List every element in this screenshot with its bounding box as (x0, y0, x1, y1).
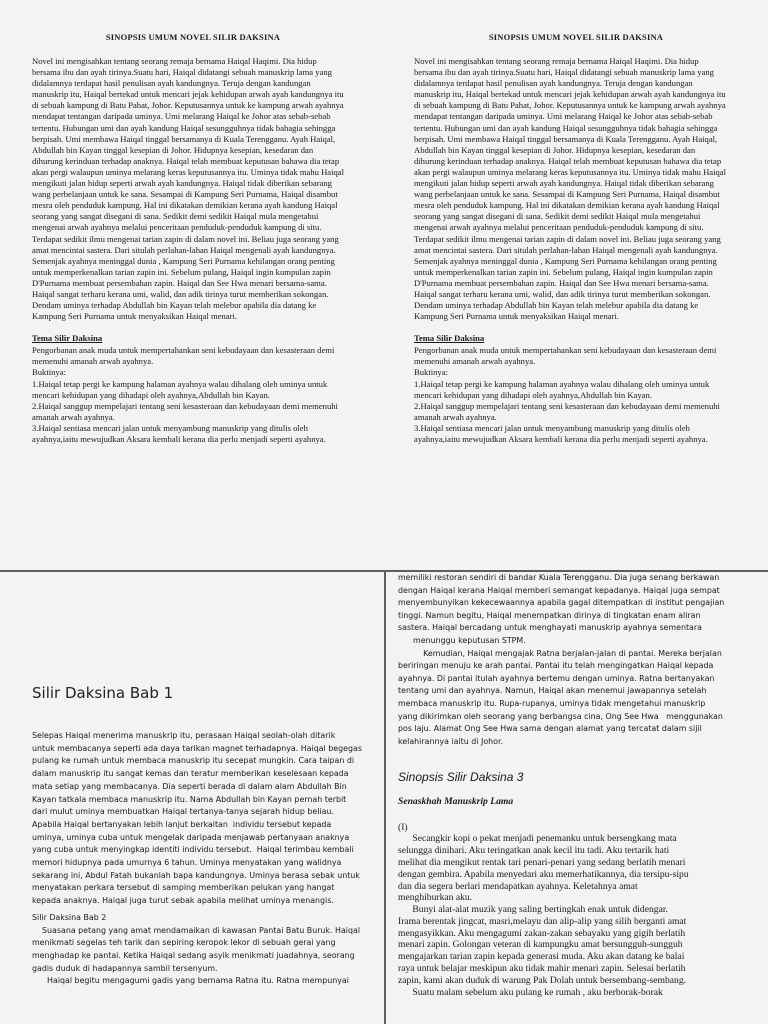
text-line: mencari kehidupan yang dihadapi oleh ayahnya,Abdullah bin Kayan. (32, 389, 270, 400)
text-line: tinggi. Namun begitu, Haiqal menempatkan dirinya di tingkatan enam aliran (398, 610, 701, 620)
text-line: tertentu. Hubungan umi dan ayah kandung Haiqal sesungguhnya tidak bahagia sehingga (414, 122, 718, 133)
text-line: raya untuk belajar meskipun aku tidak mahir menari zapin. Selesai berlatih (398, 963, 686, 975)
text-line: Semenjak ayahnya meninggal dunia , Kampung Seri Purnama kehilangan orang penting (414, 255, 717, 266)
text-line: menikmati segelas teh tarik dan sepiring keropok lekor di sebuah gerai yang (32, 938, 336, 948)
text-line: yang cuba untuk menyingkap identiti individu tersebut. Haiqal terimbau kembali (32, 845, 354, 855)
text-line: seorang yang sangat disegani di sana. Sedikit demi sedikit Haiqal mula mengetahui (414, 211, 701, 222)
text-line: Haiqal sangat terharu kerana umi, walid, dan adik tirinya turut memberikan sokongan. (32, 288, 329, 299)
text-line: untuk membacanya seperti ada daya tarikan magnet terhadapnya. Haiqal begegas (32, 743, 362, 753)
text-line: bersama ibu dan ayah tirinya.Suatu hari, Haiqal didatangi sebuah manuskrip lama yang (414, 67, 714, 78)
text-line: Kampung Seri Purnama untuk menyaksikan Haiqal menari. (32, 311, 238, 322)
theme-heading: Tema Silir Daksina (414, 333, 485, 344)
text-line: ayahnya,iaitu mewujudkan Aksara kembali kerana dia perlu menjadi seperti ayahnya. (32, 434, 326, 444)
theme-body (32, 345, 354, 445)
section-heading: Sinopsis Silir Daksina 3 (398, 770, 524, 785)
text-line: Terdapat sedikit ilmu mengenai tarian zapin di dalam novel ini. Beliau juga seorang yang (32, 233, 339, 244)
text-line: 3.Haiqal sentiasa mencari jalan untuk menyambung manuskrip yang ditulis oleh (414, 422, 690, 433)
text-line: Secangkir kopi o pekat menjadi penemanku untuk bersengkang mata (398, 833, 677, 845)
text-line: dari mulut uminya membuatkan Haiqal tertanya-tanya sejarah hidup beliau. (32, 807, 334, 817)
theme-heading: Tema Silir Daksina (32, 333, 103, 344)
text-line: mengikuti jalan hidup seperti arwah ayah kandungnya. Haiqal tidak diberikan sebarang (32, 178, 332, 189)
text-line: memenuhi amanah arwah ayahnya. (414, 356, 536, 367)
text-line: manuskrip itu, Haiqal bertekad untuk mencari jejak kehidupan arwah ayah kandungnya itu (32, 89, 344, 100)
text-line: ayahnya,iaitu mewujudkan Aksara kembali kerana dia perlu menjadi seperti ayahnya. (414, 434, 708, 444)
text-line: berpisah. Umi membawa Haiqal tinggal bersamanya di Kuala Terengganu. Ayah Haiqal, (414, 133, 718, 144)
text-line: untuk memperkenalkan tarian zapin ini. Sebelum pulang, Haiqal ingin kumpulan zapin (32, 266, 331, 277)
text-line: di sebuah kampung di Batu Pahat, Johor. Keputusannya untuk ke kampung arwah ayahnya (32, 100, 344, 111)
text-line: Irama berentak jingcat, masri,melayu dan alip-alip yang silih berganti amat (398, 915, 687, 927)
synopsis-title: SINOPSIS UMUM NOVEL SILIR DAKSINA (105, 32, 281, 42)
text-line: kelahirannya iaitu di Johor. (398, 736, 504, 746)
manuscript-body (398, 833, 756, 998)
text-line: mengasyikkan. Aku mengagumi zakan-zakan sebayaku yang gigih berlatih (398, 927, 686, 939)
synopsis-page-right (384, 0, 768, 570)
text-line: Bunyi alat-alat muzik yang saling bertingkah enak untuk didengar. (398, 904, 668, 916)
text-line: gadis duduk di hadapannya sambil tersenyum. (32, 963, 218, 973)
text-line: yang dikirimkan oleh seorang yang berbangsa cina, Ong See Hwa menggunakan (398, 711, 723, 721)
bab1-page (0, 572, 384, 1024)
text-line: berpisah. Umi membawa Haiqal tinggal bersamanya di Kuala Terengganu. Ayah Haiqal, (32, 133, 336, 144)
text-line: didalamnya terdapat hasil penulisan ayah kandungnya. Teruja dengan kandungan (32, 78, 311, 89)
roman-numeral: (I) (398, 822, 408, 834)
bab1-body (32, 730, 362, 908)
text-line: Buktinya: (32, 367, 66, 378)
text-line: bersama ibu dan ayah tirinya.Suatu hari, Haiqal didatangi sebuah manuskrip lama yang (32, 67, 332, 78)
text-line: Kemudian, Haiqal mengajak Ratna berjalan-jalan di pantai. Mereka berjalan (398, 648, 722, 658)
text-line: tertentu. Hubungan umi dan ayah kandung Haiqal sesungguhnya tidak bahagia sehingga (32, 122, 336, 133)
text-line: mendapat tentangan daripada uminya. Umi melarang Haiqal ke Johor atas sebab-sebab (32, 111, 331, 122)
text-line: 1.Haiqal tetap pergi ke kampung halaman ayahnya walau dihalang oleh uminya untuk (32, 378, 328, 389)
section-subheading: Senaskhah Manuskrip Lama (398, 796, 514, 808)
text-line: Abdullah bin Kayan tinggal kesepian di Johor. Hidupnya kesepian, kesedaran dan (414, 144, 696, 155)
text-line: menari zapin. Golongan veteran di kampungku amat bersungguh-sungguh (398, 939, 683, 951)
text-line: memiliki restoran sendiri di bandar Kuala Terengganu. Dia juga senang berkawan (398, 573, 720, 582)
chapter-title: Silir Daksina Bab 1 (32, 684, 174, 702)
text-line: dengan Haiqal kerana Haiqal memberi semangat kepadanya. Haiqal juga sempat (398, 585, 720, 595)
text-line: wang perbelanjaan untuk ke sana. Sesampai di Kampung Seri Purnama, Haiqal disambut (32, 189, 338, 200)
text-line: Dendam uminya terhadap Abdullah bin Kayan telah melebur apabila dia datang ke (32, 300, 317, 311)
bab2-body (32, 925, 361, 989)
text-line: di sebuah kampung di Batu Pahat, Johor. Keputusannya untuk ke kampung arwah ayahnya (414, 100, 726, 111)
text-line: mendapat tentangan daripada uminya. Umi melarang Haiqal ke Johor atas sebab-sebab (414, 111, 713, 122)
text-line: D'Purnama membuat persembahan zapin. Haiqal dan See Hwa menari bersama-sama. (32, 277, 327, 288)
text-line: mengikuti jalan hidup seperti arwah ayah kandungnya. Haiqal tidak diberikan sebarang (414, 178, 714, 189)
text-line: uminya, uminya cuba untuk mengelak daripada menjawab pertanyaan anaknya (32, 832, 350, 842)
text-line: memenuhi amanah arwah ayahnya. (32, 356, 154, 367)
text-line: mesra oleh penduduk kampung. Hal ini dikatakan demikian kerana ayah kandung Haiqal (32, 200, 338, 211)
text-line: zapin, kami akan duduk di warung Pak Dolah untuk bersembang-sembang. (398, 974, 687, 986)
text-line: menghadap ke pantai. Ketika Haiqal sedang asyik menikmati juadahnya, seorang (32, 950, 355, 960)
text-line: Suatu malam sebelum aku pulang ke rumah , aku berborak-borak (398, 986, 663, 998)
text-line: mengenai arwah ayahnya melalui penceritaan penduduk-penduduk kampung di situ. (32, 222, 322, 233)
text-line: untuk memperkenalkan tarian zapin ini. Sebelum pulang, Haiqal ingin kumpulan zapin (414, 266, 713, 277)
text-line: manuskrip itu, Haiqal bertekad untuk mencari jejak kehidupan arwah ayah kandungnya itu (414, 89, 726, 100)
text-line: mengenai arwah ayahnya melalui penceritaan penduduk-penduduk kampung di situ. (414, 222, 704, 233)
text-line: Haiqal sangat terharu kerana umi, walid, dan adik tirinya turut memberikan sokongan. (414, 288, 711, 299)
synopsis-page-left (0, 0, 384, 570)
text-line: akan pergi walaupun uminya melarang keras keputusannya itu. Uminya tidak mahu Haiqal (32, 166, 344, 177)
theme-body (414, 345, 738, 445)
text-line: Buktinya: (414, 367, 448, 378)
text-line: Novel ini mengisahkan tentang seorang remaja bernama Haiqal Haqimi. Dia hidup (414, 56, 699, 66)
text-line: menyatakan perkara tersebut di samping memberikan pelukan yang hangat (32, 883, 335, 893)
text-line: 1.Haiqal tetap pergi ke kampung halaman ayahnya walau dihalang oleh uminya untuk (414, 378, 710, 389)
text-line: mata setiap yang membacanya. Dia seperti berada di dalam alam Abdullah Bin (32, 781, 347, 791)
text-line: Dendam uminya terhadap Abdullah bin Kayan telah melebur apabila dia datang ke (414, 300, 699, 311)
text-line: 3.Haiqal sentiasa mencari jalan untuk menyambung manuskrip yang ditulis oleh (32, 422, 308, 433)
text-line: Novel ini mengisahkan tentang seorang remaja bernama Haiqal Haqimi. Dia hidup (32, 56, 317, 66)
text-line: amat mencintai sastera. Dari situlah perlahan-lahan Haiqal mengenali ayah kandungnya. (414, 244, 718, 255)
text-line: menghiburkan aku. (398, 892, 473, 904)
text-line: amanah arwah ayahnya. (414, 411, 497, 422)
text-line: Apabila Haiqal bertanyakan lebih lanjut berkaitan individu tersebut kepada (32, 819, 332, 829)
synopsis-body (32, 56, 354, 322)
text-line: Kampung Seri Purnama untuk menyaksikan Haiqal menari. (414, 311, 620, 322)
synopsis-body (414, 56, 738, 322)
continuation-body (398, 572, 756, 748)
text-line: menyembunyikan kekecewaannya apabila gagal ditempatkan di institut pengajian (398, 598, 725, 608)
text-line: dihurung kerinduan terhadap anaknya. Haiqal telah membuat keputusan bahawa dia tetap (414, 155, 722, 166)
text-line: Kayan tatkala membaca manuskrip itu. Nama Abdullah bin Kayan pernah terbit (32, 794, 347, 804)
text-line: menunggu keputusan STPM. (398, 635, 526, 645)
text-line: seorang yang sangat disegani di sana. Sedikit demi sedikit Haiqal mula mengetahui (32, 211, 319, 222)
text-line: sastera. Haiqal bercadang untuk menghayati manuskrip ayahnya sementara (398, 623, 702, 633)
text-line: Abdullah bin Kayan tinggal kesepian di Johor. Hidupnya kesepian, kesedaran dan (32, 144, 314, 155)
text-line: didalamnya terdapat hasil penulisan ayah kandungnya. Teruja dengan kandungan (414, 78, 693, 89)
text-line: melihat dia mengikut rentak tari penari-penari yang sedang berlatih menari (398, 856, 686, 868)
text-line: amat mencintai sastera. Dari situlah perlahan-lahan Haiqal mengenali ayah kandungnya. (32, 244, 336, 255)
text-line: dalam manuskrip itu sangat kemas dan teratur memberikan keselesaan kepada (32, 769, 349, 779)
text-line: Suasana petang yang amat mendamaikan di kawasan Pantai Batu Buruk. Haiqal (32, 925, 361, 935)
text-line: akan pergi walaupun uminya melarang keras keputusannya itu. Uminya tidak mahu Haiqal (414, 166, 726, 177)
text-line: sekarang ini, Abdul Fatah bukanlah bapa kandungnya. Uminya berasa sebak untuk (32, 870, 360, 880)
text-line: 2.Haiqal sanggup mempelajari tentang seni kesasteraan dan kebudayaan demi memenuhi (32, 400, 338, 411)
text-line: D'Purnama membuat persembahan zapin. Haiqal dan See Hwa menari bersama-sama. (414, 277, 709, 288)
bab2-label: Silir Daksina Bab 2 (32, 912, 107, 922)
text-line: Pengorbanan anak muda untuk mempertahankan seni kebudayaan dan kesasteraan demi (32, 345, 335, 356)
text-line: dihurung kerinduan terhadap anaknya. Haiqal telah membuat keputusan bahawa dia tetap (32, 155, 340, 166)
text-line: kepada anaknya. Haiqal juga turut sebak apabila melihat uminya menangis. (32, 896, 334, 906)
text-line: mesra oleh penduduk kampung. Hal ini dikatakan demikian kerana ayah kandung Haiqal (414, 200, 720, 211)
text-line: Selepas Haiqal menerima manuskrip itu, perasaan Haiqal seolah-olah ditarik (32, 731, 336, 740)
text-line: mencari kehidupan yang dihadapi oleh ayahnya,Abdullah bin Kayan. (414, 389, 652, 400)
text-line: pos laju. Alamat Ong See Hwa sama dengan alamat yang tercatat dalam sijil (398, 724, 702, 734)
text-line: membaca manuskrip itu. Rupa-rupanya, uminya tidak mengetahui manuskrip (398, 698, 706, 708)
text-line: Semenjak ayahnya meninggal dunia , Kampung Seri Purnama kehilangan orang penting (32, 255, 335, 266)
text-line: mengajarkan tarian zapin kepada generasi muda. Aku akan datang ke balai (398, 951, 685, 963)
text-line: Terdapat sedikit ilmu mengenai tarian zapin di dalam novel ini. Beliau juga seorang yang (414, 233, 721, 244)
text-line: 2.Haiqal sanggup mempelajari tentang seni kesasteraan dan kebudayaan demi memenuhi (414, 400, 720, 411)
text-line: beriringan menuju ke arah pantai. Pantai itu telah mengingatkan Haiqal kepada (398, 661, 714, 671)
sinopsis3-page (386, 572, 768, 1024)
text-line: tentang umi dan ayahnya. Namun, Haiqal akan menemui jawapannya setelah (398, 686, 707, 696)
text-line: Haiqal begitu mengagumi gadis yang bernama Ratna itu. Ratna mempunyai (32, 976, 349, 986)
text-line: dan dia segera berlari mendapatkan ayahnya. Keletahnya amat (398, 880, 638, 892)
text-line: dengan gembira. Apabila menyedari aku memerhatikannya, dia tersipu-sipu (398, 868, 689, 880)
text-line: amanah arwah ayahnya. (32, 411, 115, 422)
text-line: memori hidupnya pada umurnya 6 tahun. Uminya menyatakan yang walidnya (32, 858, 342, 868)
text-line: pulang ke rumah untuk membaca manuskrip itu secepat mungkin. Cara taipan di (32, 756, 355, 766)
text-line: ayahnya. Di pantai itulah ayahnya bertemu dengan uminya. Ratna bertanyakan (398, 673, 715, 683)
text-line: selungga dinihari. Aku teringatkan anak kecil itu tadi. Aku tertarik hati (398, 845, 670, 857)
synopsis-title: SINOPSIS UMUM NOVEL SILIR DAKSINA (488, 32, 664, 42)
text-line: wang perbelanjaan untuk ke sana. Sesampai di Kampung Seri Purnama, Haiqal disambut (414, 189, 720, 200)
text-line: Pengorbanan anak muda untuk mempertahankan seni kebudayaan dan kesasteraan demi (414, 345, 717, 356)
